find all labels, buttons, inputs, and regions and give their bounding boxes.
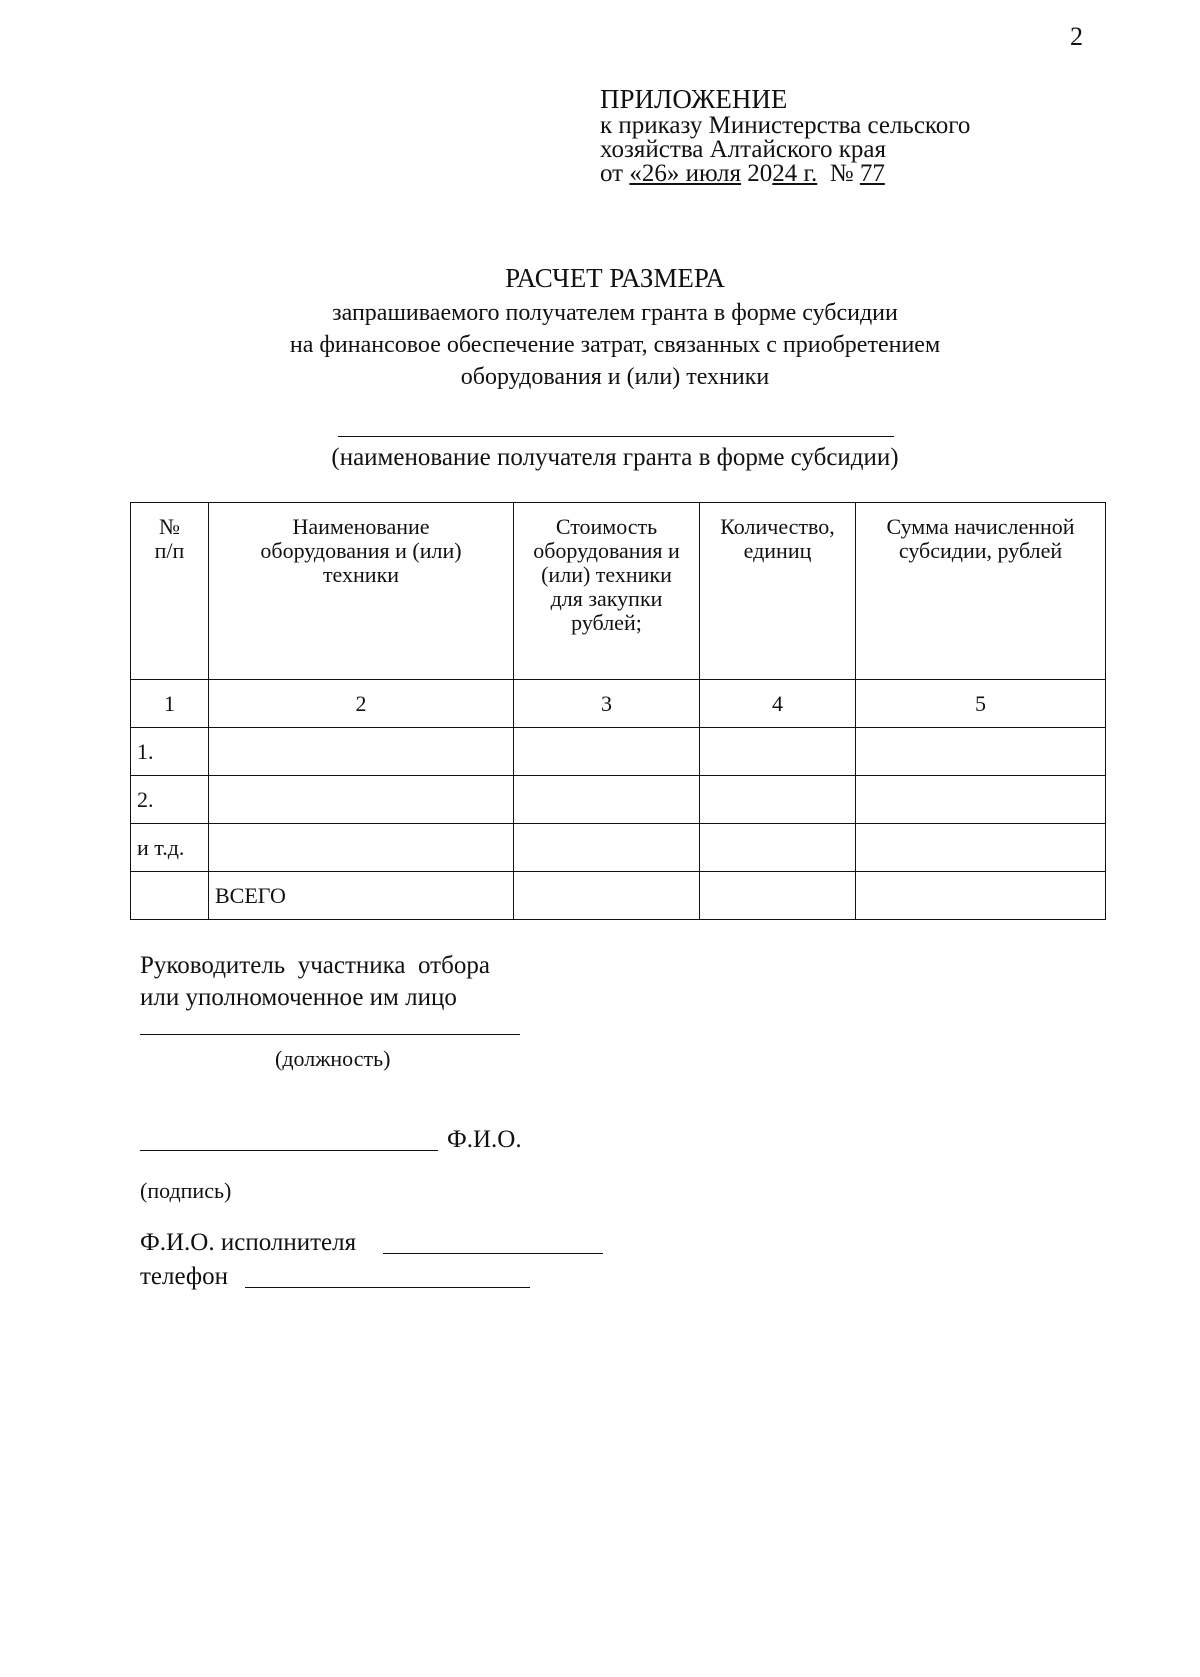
phone-line <box>245 1287 530 1288</box>
table-cell <box>856 872 1106 920</box>
annex-date-year-plain: 20 <box>741 160 773 187</box>
table-cell <box>856 824 1106 872</box>
table-cell <box>514 776 700 824</box>
column-number-cell: 5 <box>856 680 1106 728</box>
annex-line-1: к приказу Министерства сельского <box>600 112 971 139</box>
executor-line <box>383 1253 603 1254</box>
table-cell: 1. <box>131 728 209 776</box>
annex-date-prefix: от <box>600 160 630 187</box>
document-subtitle-line-1: запрашиваемого получателем гранта в форме субсидии <box>332 300 898 326</box>
table-cell <box>514 872 700 920</box>
table-cell <box>700 776 856 824</box>
document-subtitle-line-3: оборудования и (или) техники <box>460 364 770 390</box>
table-cell: и т.д. <box>131 824 209 872</box>
table-cell-total-label: ВСЕГО <box>209 872 514 920</box>
column-numbers-row <box>131 680 1106 728</box>
table-row <box>131 776 1106 824</box>
table-cell <box>856 728 1106 776</box>
page-number: 2 <box>1070 22 1083 51</box>
table-cell <box>209 728 514 776</box>
column-number-cell: 3 <box>514 680 700 728</box>
header-cell-equipment-name: Наименование оборудования и (или) техники <box>209 503 514 680</box>
annex-date-day: «26» июля <box>629 160 742 187</box>
position-line <box>140 1034 520 1035</box>
table-cell <box>700 728 856 776</box>
table-row <box>131 824 1106 872</box>
column-number-cell: 1 <box>131 680 209 728</box>
annex-order-number: 77 <box>859 160 885 187</box>
position-caption: (должность) <box>275 1046 391 1071</box>
recipient-caption: (наименование получателя гранта в форме субсидии) <box>331 444 899 471</box>
table-cell: 2. <box>131 776 209 824</box>
table-cell <box>856 776 1106 824</box>
table-header-row <box>131 503 1106 680</box>
table-cell <box>700 824 856 872</box>
recipient-name-line <box>338 436 894 437</box>
head-signatory-line-2: или уполномоченное им лицо <box>140 984 457 1011</box>
column-number-cell: 4 <box>700 680 856 728</box>
annex-date-line <box>600 162 970 186</box>
table-row <box>131 728 1106 776</box>
header-cell-subsidy-sum: Сумма начисленной субсидии, рублей <box>856 503 1106 680</box>
table-total-row <box>131 872 1106 920</box>
table-cell <box>131 872 209 920</box>
annex-line-2: хозяйства Алтайского края <box>600 136 886 163</box>
head-signatory-line-1: Руководитель участника отбора <box>140 952 490 979</box>
annex-date-year-underlined: 24 г. <box>772 160 818 187</box>
document-subtitle-line-2: на финансовое обеспечение затрат, связанных с приобретением <box>289 332 941 358</box>
annex-number-prefix: № <box>817 160 860 187</box>
calculation-table <box>130 502 1106 920</box>
table-cell <box>209 776 514 824</box>
phone-label: телефон <box>140 1263 228 1290</box>
table-cell <box>514 728 700 776</box>
signature-caption: (подпись) <box>140 1178 232 1203</box>
header-cell-number: № п/п <box>131 503 209 680</box>
fio-label: Ф.И.О. <box>447 1126 522 1153</box>
header-cell-quantity: Количество, единиц <box>700 503 856 680</box>
signature-line <box>140 1150 438 1151</box>
table-cell <box>700 872 856 920</box>
annex-block <box>600 84 970 186</box>
head-signatory-label <box>140 950 540 1014</box>
document-title: РАСЧЕТ РАЗМЕРА <box>505 263 725 293</box>
table-cell <box>514 824 700 872</box>
column-number-cell: 2 <box>209 680 514 728</box>
executor-label: Ф.И.О. исполнителя <box>140 1229 357 1256</box>
table-cell <box>209 824 514 872</box>
header-cell-equipment-cost: Стоимость оборудования и (или) техники для закупки рублей; <box>514 503 700 680</box>
document-subtitle <box>0 297 1200 393</box>
annex-title: ПРИЛОЖЕНИЕ <box>600 84 788 114</box>
